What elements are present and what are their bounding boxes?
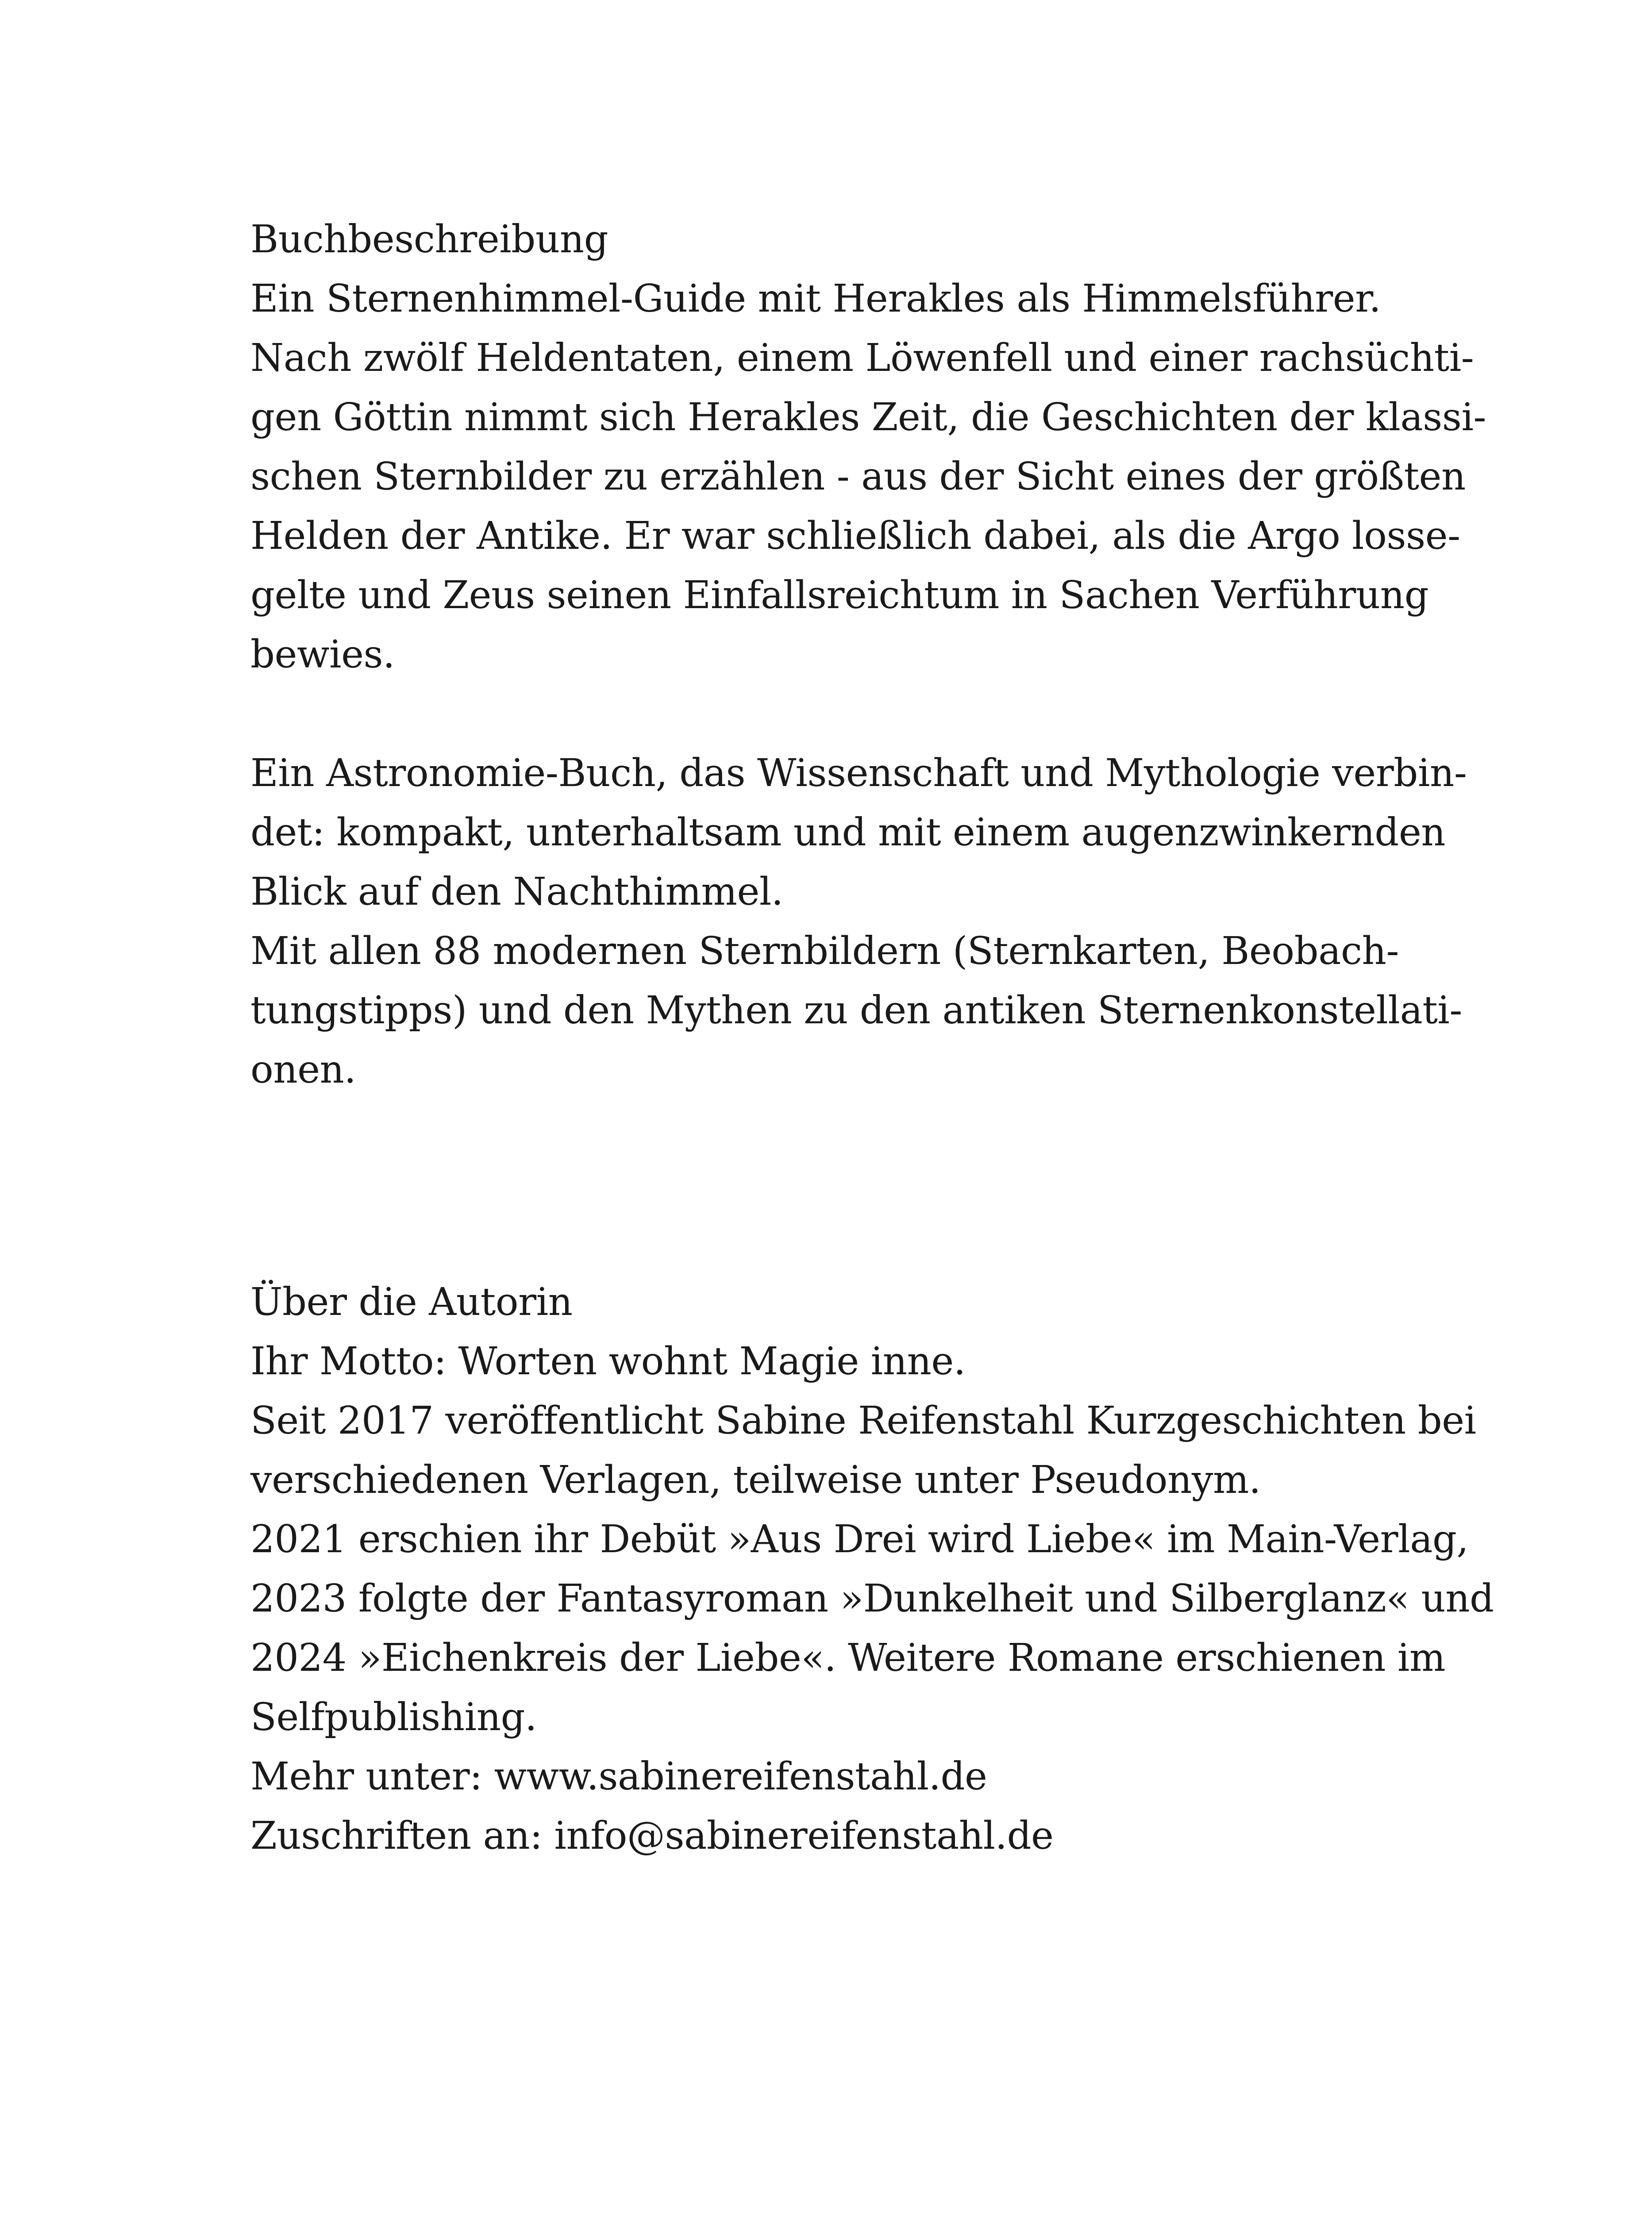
astronomy-paragraph-line: Mit allen 88 modernen Sternbildern (Sternkarten, Beobach- <box>250 929 1399 973</box>
book-description-section <box>250 210 1486 684</box>
about-author-line: Ihr Motto: Worten wohnt Magie inne. <box>250 1339 966 1384</box>
about-author-line: verschiedenen Verlagen, teilweise unter Pseudonym. <box>250 1458 1261 1502</box>
book-description-line: gen Göttin nimmt sich Herakles Zeit, die Geschichten der klassi- <box>250 395 1486 440</box>
book-description-line: schen Sternbilder zu erzählen - aus der Sicht eines der größten <box>250 455 1466 499</box>
about-author-line: Selfpublishing. <box>250 1695 537 1739</box>
astronomy-paragraph-line: tungstipps) und den Mythen zu den antiken Sternenkonstellati- <box>250 988 1462 1033</box>
about-author-section <box>250 1272 1494 1866</box>
about-author-line: 2021 erschien ihr Debüt »Aus Drei wird Liebe« im Main-Verlag, <box>250 1517 1469 1561</box>
author-email: Zuschriften an: info@sabinereifenstahl.de <box>250 1814 1054 1858</box>
about-author-line: Seit 2017 veröffentlicht Sabine Reifenstahl Kurzgeschichten bei <box>250 1399 1476 1443</box>
book-description-line: bewies. <box>250 632 395 677</box>
about-author-line: 2023 folgte der Fantasyroman »Dunkelheit und Silberglanz« und <box>250 1577 1494 1621</box>
astronomy-paragraph-line: det: kompakt, unterhaltsam und mit einem augenzwinkernden <box>250 810 1446 855</box>
author-website: Mehr unter: www.sabinereifenstahl.de <box>250 1754 987 1799</box>
book-description-heading: Buchbeschreibung <box>250 217 608 262</box>
astronomy-paragraph-line: Ein Astronomie-Buch, das Wissenschaft und Mythologie verbin- <box>250 751 1467 795</box>
astronomy-paragraph-line: Blick auf den Nachthimmel. <box>250 870 783 914</box>
book-description-line: Nach zwölf Heldentaten, einem Löwenfell und einer rachsüchti- <box>250 336 1474 380</box>
about-author-line: 2024 »Eichenkreis der Liebe«. Weitere Romane erschienen im <box>250 1636 1445 1680</box>
astronomy-paragraph <box>250 744 1467 1099</box>
book-description-line: gelte und Zeus seinen Einfallsreichtum in Sachen Verführung <box>250 573 1429 617</box>
about-author-heading: Über die Autorin <box>250 1280 573 1324</box>
book-description-line: Helden der Antike. Er war schließlich dabei, als die Argo losse- <box>250 514 1460 558</box>
book-description-line: Ein Sternenhimmel-Guide mit Herakles als Himmelsführer. <box>250 277 1381 321</box>
astronomy-paragraph-line: onen. <box>250 1048 356 1092</box>
